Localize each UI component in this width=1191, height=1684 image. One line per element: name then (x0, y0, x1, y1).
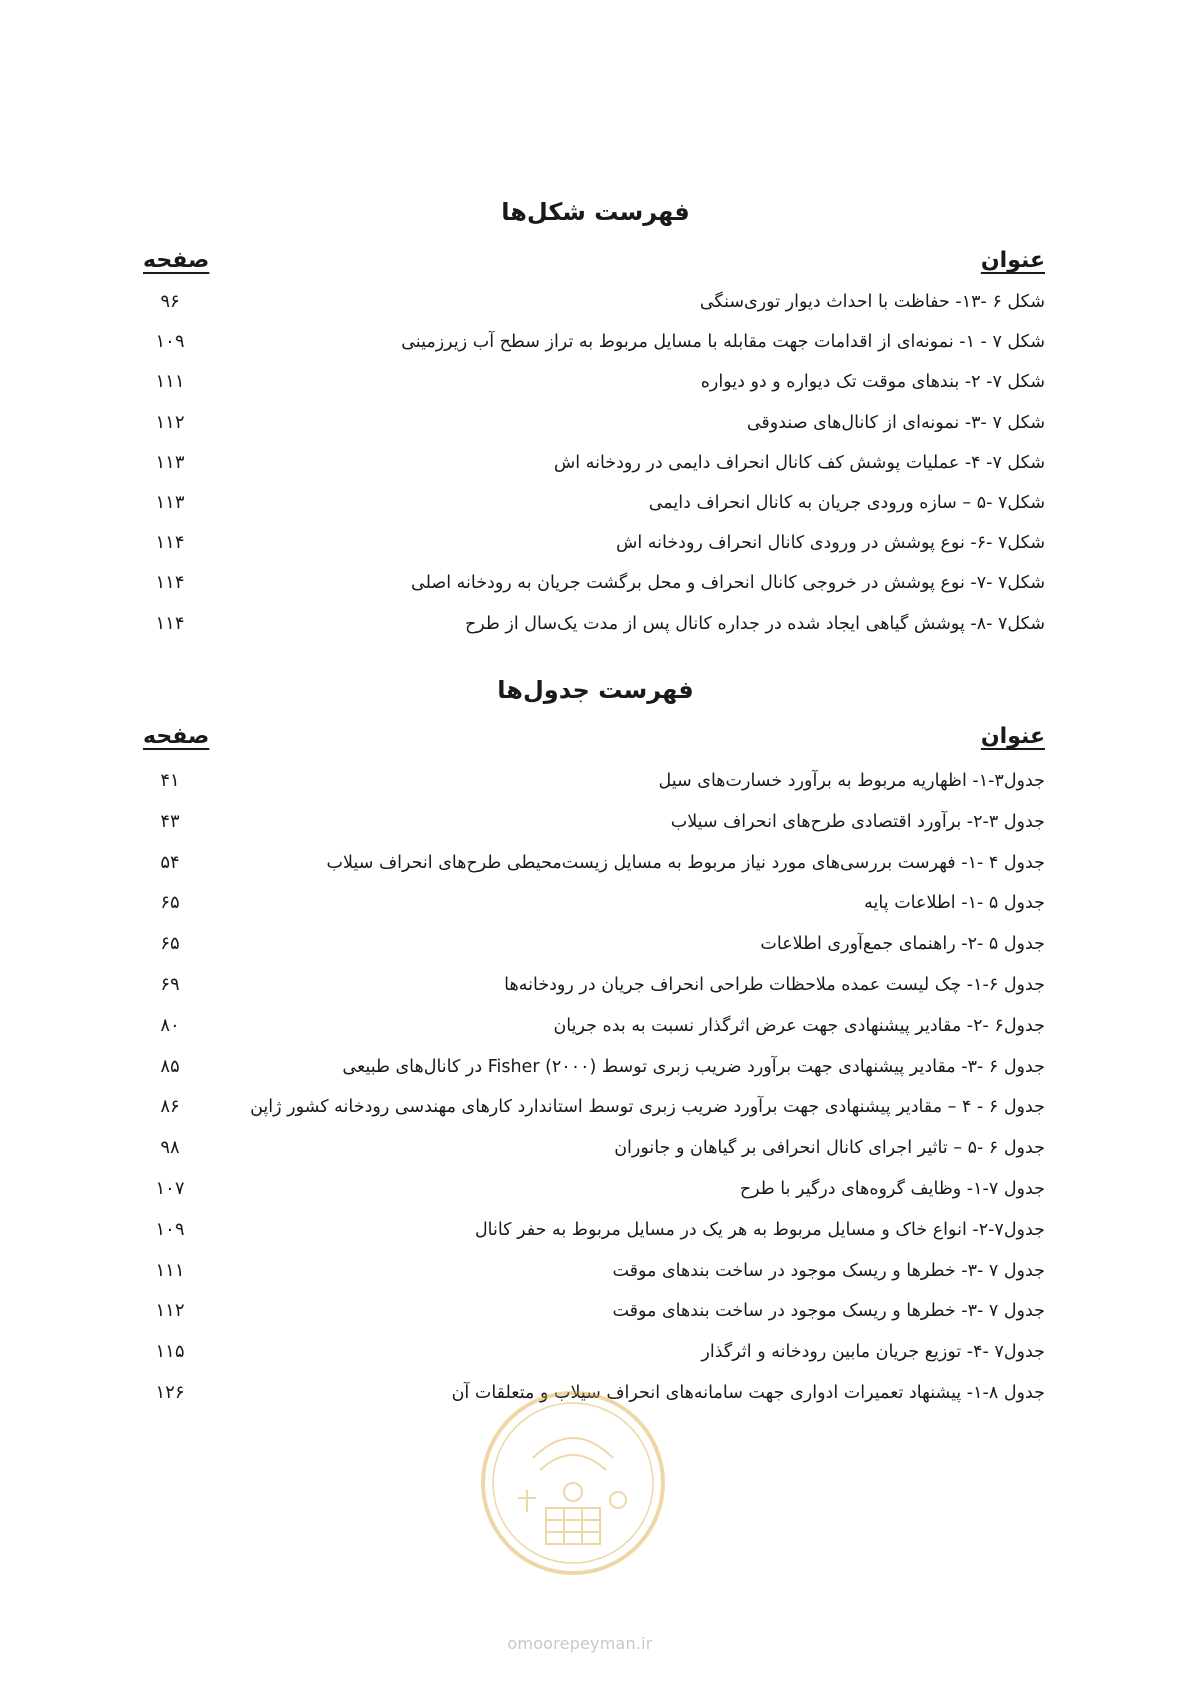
entry-title: جدول۶ -۲- مقادیر پیشنهادی جهت عرض اثرگذار نسبت به بده جریان (553, 1015, 1045, 1036)
table-list-item (0, 970, 1191, 1000)
entry-title: جدول ۸-۱- پیشنهاد تعمیرات ادواری جهت سامانه‌های انحراف سیلاب و متعلقات آن (451, 1383, 1045, 1403)
entry-page-number: ۸۶ (160, 1096, 180, 1118)
tables-title-column-header: عنوان (980, 724, 1045, 749)
figure-list-item (0, 448, 1191, 478)
entry-title: شکل ۶ -۱۳- حفاظت با احداث دیوار توری‌سنگی (699, 292, 1045, 312)
entry-title: جدول ۳-۲- برآورد اقتصادی طرح‌های انحراف سیلاب (670, 811, 1045, 832)
entry-title: جدول ۶ - ۴ – مقادیر پیشنهادی جهت برآورد ضریب زبری توسط استاندارد کارهای مهندسی رودخانه کشور ژاپن (250, 1097, 1045, 1118)
table-list-item (0, 1256, 1191, 1286)
entry-page-number: ۱۱۲ (155, 411, 185, 433)
table-list-item (0, 766, 1191, 796)
table-list-item (0, 1052, 1191, 1082)
entry-page-number: ۱۱۳ (155, 492, 185, 513)
entry-title: شکل ۷ -۳- نمونه‌ای از کانال‌های صندوقی (746, 412, 1045, 433)
entry-title: جدول ۶ -۳- مقادیر پیشنهادی جهت برآورد ضریب زبری توسط (۲۰۰۰) Fisher در کانال‌های طبیعی (342, 1056, 1045, 1077)
entry-title: جدول۳-۱- اظهاریه مربوط به برآورد خسارت‌های سیل (658, 771, 1045, 791)
watermark-url: omoorepeyman.ir (507, 1634, 653, 1653)
figure-list-item (0, 488, 1191, 518)
entry-page-number: ۴۳ (160, 810, 180, 832)
figure-list-item (0, 568, 1191, 598)
figures-list-heading: فهرست شکل‌ها (501, 198, 690, 226)
entry-page-number: ۱۲۶ (155, 1382, 185, 1403)
entry-page-number: ۹۸ (160, 1137, 180, 1159)
entry-page-number: ۱۰۹ (155, 1218, 185, 1240)
tables-page-column-header: صفحه (143, 724, 210, 749)
entry-title: جدول ۷ -۳- خطرها و ریسک موجود در ساخت بندهای موقت (612, 1260, 1045, 1281)
figures-title-column-header: عنوان (980, 248, 1045, 273)
entry-title: جدول ۶ -۵ – تاثیر اجرای کانال انحرافی بر گیاهان و جانوران (614, 1138, 1045, 1159)
entry-title: جدول ۷ -۳- خطرها و ریسک موجود در ساخت بندهای موقت (612, 1301, 1045, 1322)
figure-list-item (0, 367, 1191, 397)
table-list-item (0, 1133, 1191, 1163)
entry-page-number: ۶۵ (160, 892, 180, 914)
table-list-item (0, 888, 1191, 918)
entry-page-number: ۹۶ (160, 291, 180, 312)
entry-page-number: ۶۵ (160, 933, 180, 955)
entry-page-number: ۸۵ (160, 1055, 180, 1077)
figure-list-item (0, 327, 1191, 357)
table-list-item (0, 1092, 1191, 1122)
entry-page-number: ۱۰۹ (155, 331, 185, 353)
entry-title: جدول۷-۲- انواع خاک و مسایل مربوط به هر یک در مسایل مربوط به حفر کانال (474, 1219, 1045, 1240)
entry-title: شکل ۷- ۲- بندهای موقت تک دیواره و دو دیواره (700, 372, 1045, 393)
entry-title: شکل ۷ - ۱- نمونه‌ای از اقدامات جهت مقابله با مسایل مربوط به تراز سطح آب زیرزمینی (401, 332, 1045, 353)
figure-list-item (0, 287, 1191, 317)
entry-page-number: ۱۱۱ (155, 371, 185, 393)
entry-page-number: ۱۱۴ (155, 612, 185, 634)
entry-page-number: ۱۱۳ (155, 451, 185, 473)
entry-page-number: ۱۱۴ (155, 532, 185, 554)
entry-page-number: ۶۹ (160, 974, 180, 995)
watermark-seal-icon (478, 1388, 668, 1578)
figure-list-item (0, 609, 1191, 639)
entry-page-number: ۱۱۴ (155, 572, 185, 594)
entry-title: جدول ۴ -۱- فهرست بررسی‌های مورد نیاز مربوط به مسایل زیست‌محیطی طرح‌های انحراف سیلاب (326, 852, 1045, 873)
table-list-item (0, 807, 1191, 837)
entry-title: شکل۷ -۵ – سازه ورودی جریان به کانال انحراف دایمی (648, 493, 1045, 513)
figures-page-column-header: صفحه (143, 248, 210, 273)
entry-page-number: ۱۰۷ (155, 1178, 185, 1199)
entry-title: جدول۷ -۴- توزیع جریان مابین رودخانه و اثرگذار (701, 1342, 1045, 1363)
entry-title: جدول ۵ -۲- راهنمای جمع‌آوری اطلاعات (760, 934, 1045, 955)
entry-page-number: ۱۱۲ (155, 1300, 185, 1322)
table-list-item (0, 848, 1191, 878)
figure-list-item (0, 408, 1191, 438)
entry-title: جدول ۶-۱- چک لیست عمده ملاحظات طراحی انحراف جریان در رودخانه‌ها (504, 975, 1045, 995)
entry-page-number: ۵۴ (160, 851, 180, 873)
table-list-item (0, 1215, 1191, 1245)
entry-page-number: ۸۰ (160, 1014, 180, 1036)
entry-page-number: ۱۱۵ (155, 1341, 185, 1363)
entry-title: شکل۷ -۶- نوع پوشش در ورودی کانال انحراف رودخانه اش (615, 533, 1045, 554)
tables-list-heading: فهرست جدول‌ها (497, 676, 694, 704)
entry-title: جدول ۵ -۱- اطلاعات پایه (864, 893, 1045, 914)
table-list-item (0, 929, 1191, 959)
entry-page-number: ۱۱۱ (155, 1259, 185, 1281)
table-list-item (0, 1174, 1191, 1204)
entry-page-number: ۴۱ (160, 770, 180, 791)
figure-list-item (0, 528, 1191, 558)
entry-title: شکل۷ -۷- نوع پوشش در خروجی کانال انحراف و محل برگشت جریان به رودخانه اصلی (410, 573, 1045, 594)
table-list-item (0, 1337, 1191, 1367)
entry-title: جدول ۷-۱- وظایف گروه‌های درگیر با طرح (739, 1179, 1045, 1199)
entry-title: شکل۷ -۸- پوشش گیاهی ایجاد شده در جداره کانال پس از مدت یک‌سال از طرح (464, 613, 1045, 634)
table-list-item (0, 1011, 1191, 1041)
table-list-item (0, 1296, 1191, 1326)
entry-title: شکل ۷- ۴- عملیات پوشش کف کانال انحراف دایمی در رودخانه اش (553, 452, 1045, 473)
